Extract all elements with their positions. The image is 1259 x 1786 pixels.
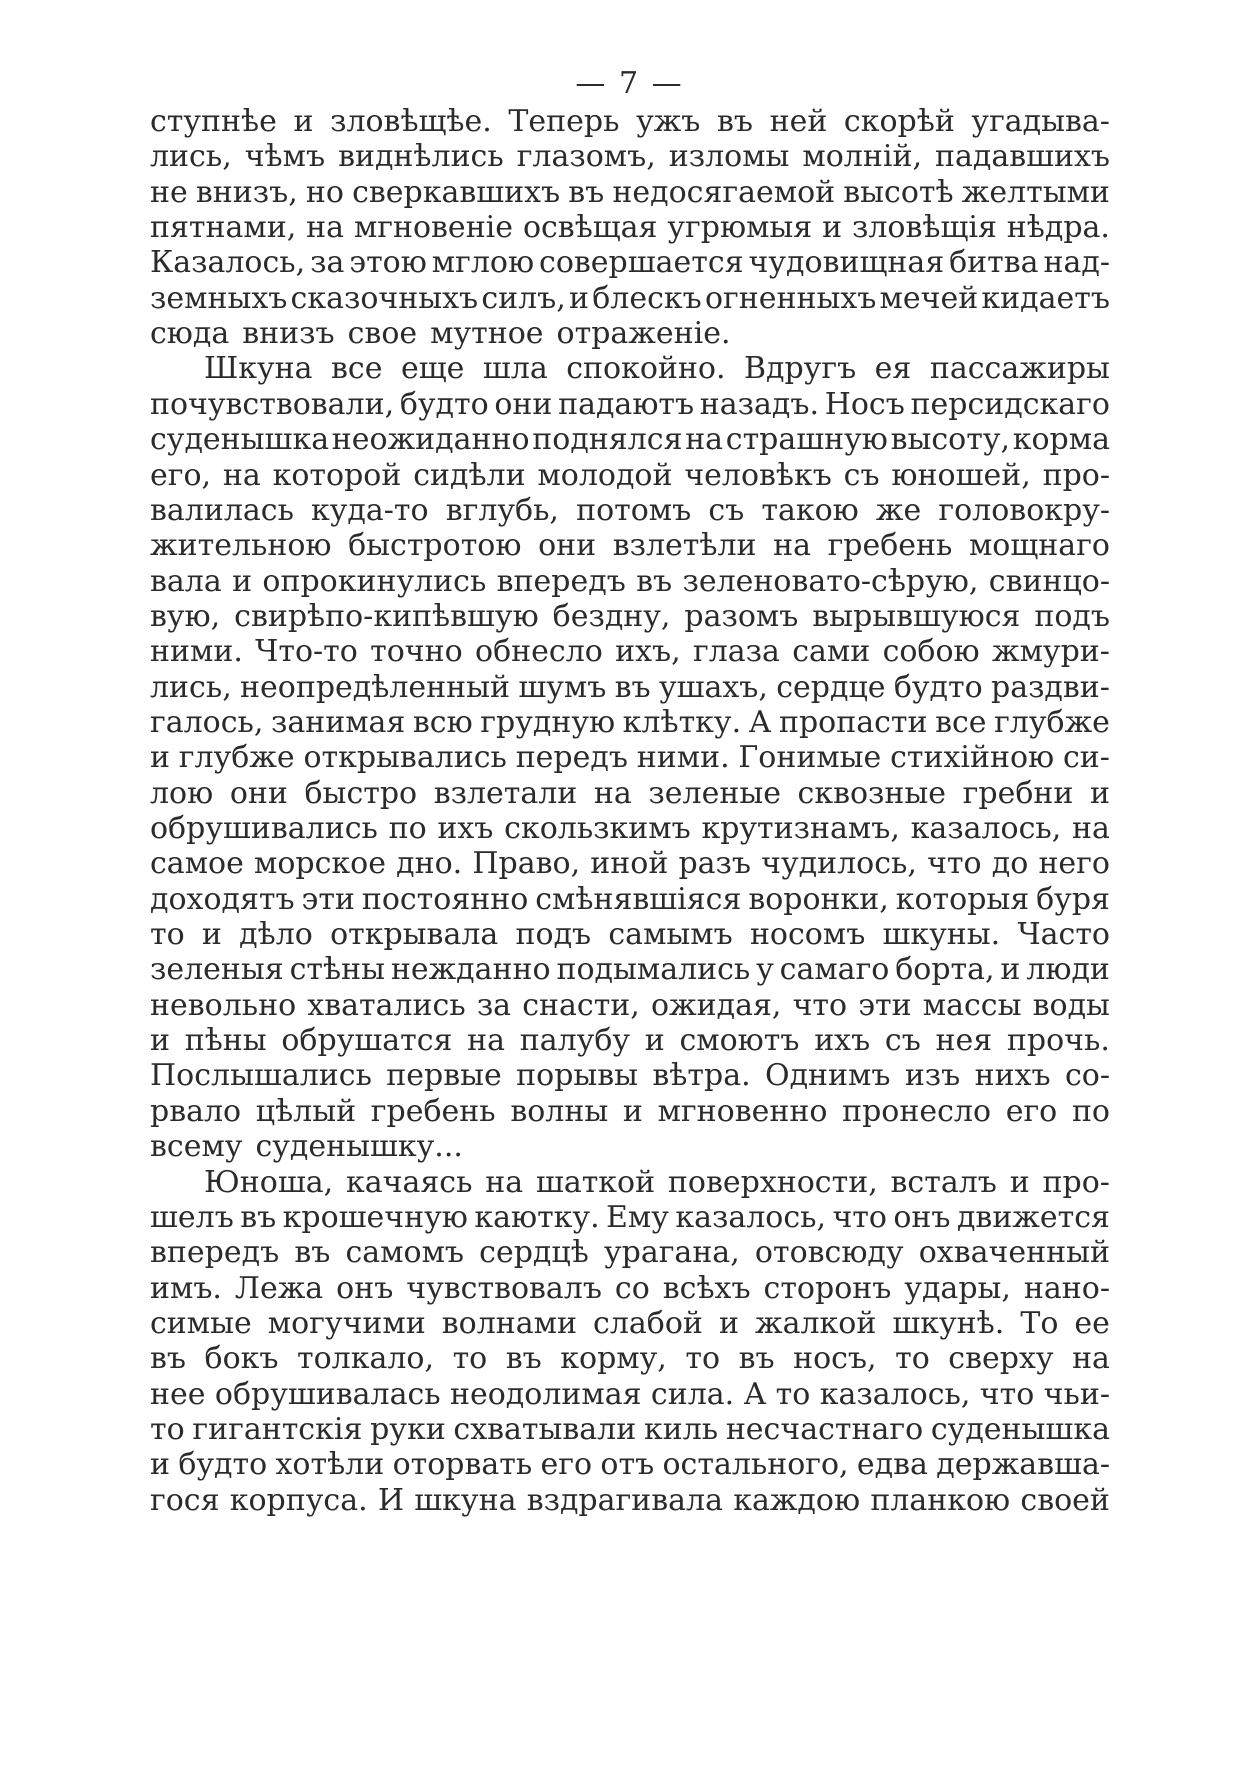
text-line: вую, свирѣпо-кипѣвшую бездну, разомъ вырывшуюся подъ <box>150 598 1110 634</box>
text-line: земныхъ сказочныхъ силъ, и блескъ огненныхъ мечей кидаетъ <box>150 280 1110 316</box>
page-number: — 7 — <box>575 66 684 101</box>
text-line: и пѣны обрушатся на палубу и смоютъ ихъ съ нея прочь. <box>150 1023 1110 1059</box>
text-line: почувствовали, будто они падаютъ назадъ. Носъ персидскаго <box>150 386 1110 422</box>
text-line: Казалось, за этою мглою совершается чудовищная битва над- <box>150 245 1110 281</box>
text-line: вала и опрокинулись впередъ въ зеленовато-сѣрую, свинцо- <box>150 563 1110 599</box>
text-line: гося корпуса. И шкуна вздрагивала каждою планкою своей <box>150 1482 1110 1518</box>
text-line: жительною быстротою они взлетѣли на гребень мощнаго <box>150 528 1110 564</box>
text-line: и глубже открывались передъ ними. Гонимые стихійною си- <box>150 740 1110 776</box>
text-line: ступнѣе и зловѣщѣе. Теперь ужъ въ ней скорѣй угадыва- <box>150 104 1110 139</box>
text-line: Юноша, качаясь на шаткой поверхности, всталъ и про- <box>204 1164 1110 1200</box>
text-line: Послышались первые порывы вѣтра. Однимъ изъ нихъ со- <box>150 1058 1110 1094</box>
text-line: въ бокъ толкало, то въ корму, то въ носъ, то сверху на <box>150 1341 1110 1377</box>
text-line: лись, чѣмъ виднѣлись глазомъ, изломы молній, падавшихъ <box>150 139 1110 175</box>
text-line: то и дѣло открывала подъ самымъ носомъ шкуны. Часто <box>150 917 1110 953</box>
text-line: суденышка неожиданно поднялся на страшную высоту, корма <box>150 422 1110 458</box>
text-line: Шкуна все еще шла спокойно. Вдругъ ея пассажиры <box>204 351 1110 387</box>
text-line: самое морское дно. Право, иной разъ чудилось, что до него <box>150 846 1110 882</box>
text-line: нее обрушивалась неодолимая сила. А то казалось, что чьи- <box>150 1376 1110 1412</box>
text-line: не внизъ, но сверкавшихъ въ недосягаемой высотѣ желтыми <box>150 174 1110 210</box>
text-line: симые могучими волнами слабой и жалкой шкунѣ. То ее <box>150 1305 1110 1341</box>
text-line: зеленыя стѣны нежданно подымались у самаго борта, и люди <box>150 952 1110 988</box>
text-line: доходятъ эти постоянно смѣнявшіяся воронки, которыя буря <box>150 881 1110 917</box>
text-line: ними. Что-то точно обнесло ихъ, глаза сами собою жмури- <box>150 634 1110 670</box>
text-line: галось, занимая всю грудную клѣтку. А пропасти все глубже <box>150 704 1110 740</box>
text-line: всему суденышку... <box>150 1129 463 1165</box>
text-line: его, на которой сидѣли молодой человѣкъ съ юношей, про- <box>150 457 1110 493</box>
text-line: лою они быстро взлетали на зеленые сквозные гребни и <box>150 775 1110 811</box>
text-line: шелъ въ крошечную каютку. Ему казалось, что онъ движется <box>150 1199 1110 1235</box>
text-line: впередъ въ самомъ сердцѣ урагана, отовсюду охваченный <box>150 1235 1110 1271</box>
text-line: рвало цѣлый гребень волны и мгновенно пронесло его по <box>150 1093 1110 1129</box>
text-line: невольно хватались за снасти, ожидая, что эти массы воды <box>150 987 1110 1023</box>
text-line: пятнами, на мгновеніе освѣщая угрюмыя и зловѣщія нѣдра. <box>150 210 1110 246</box>
text-line: то гигантскія руки схватывали киль несчастнаго суденышка <box>150 1411 1110 1447</box>
text-line: имъ. Лежа онъ чувствовалъ со всѣхъ сторонъ удары, нано- <box>150 1270 1110 1306</box>
text-line: сюда внизъ свое мутное отраженіе. <box>150 316 731 352</box>
text-line: лись, неопредѣленный шумъ въ ушахъ, сердце будто раздви- <box>150 669 1110 705</box>
text-line: и будто хотѣли оторвать его отъ остального, едва державша- <box>150 1447 1110 1483</box>
text-line: валилась куда-то вглубь, потомъ съ такою же головокру- <box>150 492 1110 528</box>
text-line: обрушивались по ихъ скользкимъ крутизнамъ, казалось, на <box>150 811 1110 846</box>
